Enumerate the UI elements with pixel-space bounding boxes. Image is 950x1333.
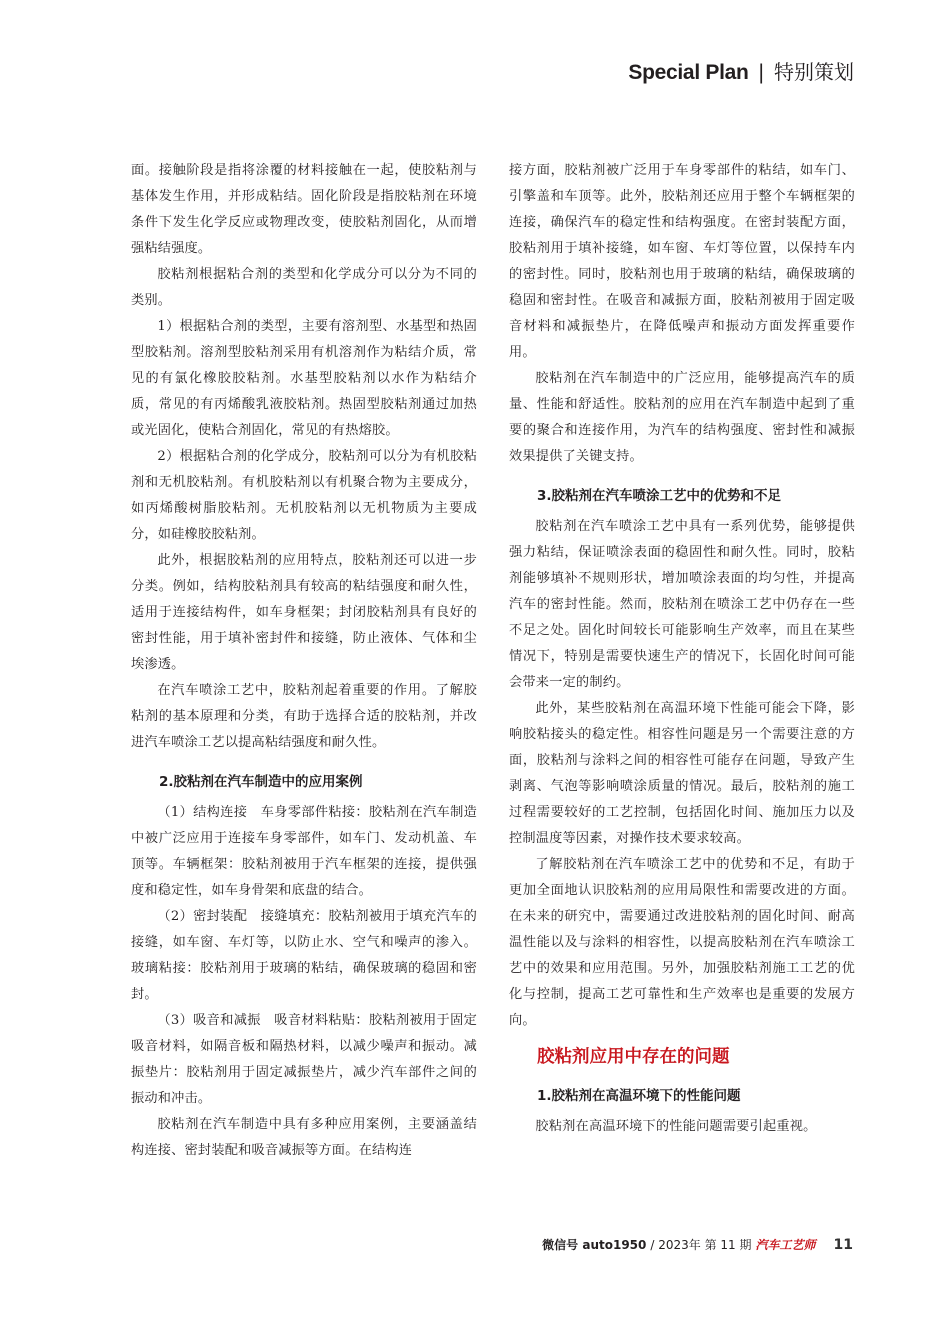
wechat-id: 微信号 auto1950 [542,1238,647,1252]
paragraph: 胶粘剂在高温环境下的性能问题需要引起重视。 [535,1119,817,1134]
paragraph: 在汽车喷涂工艺中，胶粘剂起着重要的作用。了解胶粘剂的基本原理和分类，有助于选择合适的胶粘剂，并改进汽车喷涂工艺以提高粘结强度和耐久性。 [131,683,477,750]
magazine-brand: 汽车工艺师 [755,1238,816,1252]
section-header [628,56,854,85]
chapter-heading: 胶粘剂应用中存在的问题 [537,1047,730,1067]
section-heading: 3.胶粘剂在汽车喷涂工艺中的优势和不足 [537,488,782,504]
section-heading: 1.胶粘剂在高温环境下的性能问题 [537,1088,741,1104]
issue-info: / 2023年 第 11 期 [650,1238,752,1252]
paragraph: 胶粘剂根据粘合剂的类型和化学成分可以分为不同的类别。 [131,267,477,308]
paragraph: 1）根据粘合剂的类型，主要有溶剂型、水基型和热固型胶粘剂。溶剂型胶粘剂采用有机溶剂作为粘结介质，常见的有氯化橡胶胶粘剂。水基型胶粘剂以水作为粘结介质，常见的有丙烯酸乳液胶粘剂。热固型胶粘剂通过加热或光固化，使粘合剂固化，常见的有热熔胶。 [131,319,477,438]
section-title-chinese: 特别策划 [774,60,854,84]
paragraph: 胶粘剂在汽车制造中的广泛应用，能够提高汽车的质量、性能和舒适性。胶粘剂的应用在汽车制造中起到了重要的聚合和连接作用，为汽车的结构强度、密封性和减振效果提供了关键支持。 [509,371,855,464]
paragraph: （3）吸音和减振 吸音材料粘贴：胶粘剂被用于固定吸音材料，如隔音板和隔热材料，以减少噪声和振动。减振垫片：胶粘剂用于固定减振垫片，减少汽车部件之间的振动和冲击。 [131,1013,477,1106]
right-column [509,158,855,1140]
page-footer [542,1236,853,1253]
paragraph: 接方面，胶粘剂被广泛用于车身零部件的粘结，如车门、引擎盖和车顶等。此外，胶粘剂还应用于整个车辆框架的连接，确保汽车的稳定性和结构强度。在密封装配方面，胶粘剂用于填补接缝，如车窗、车灯等位置，以保持车内的密封性。同时，胶粘剂也用于玻璃的粘结，确保玻璃的稳固和密封性。在吸音和减振方面，胶粘剂被用于固定吸音材料和减振垫片，在降低噪声和振动方面发挥重要作用。 [509,163,855,360]
left-column [131,158,477,1164]
paragraph: 胶粘剂在汽车制造中具有多种应用案例，主要涵盖结构连接、密封装配和吸音减振等方面。在结构连 [131,1117,477,1158]
header-separator: | [758,61,764,84]
paragraph: 2）根据粘合剂的化学成分，胶粘剂可以分为有机胶粘剂和无机胶粘剂。有机胶粘剂以有机聚合物为主要成分，如丙烯酸树脂胶粘剂。无机胶粘剂以无机物质为主要成分，如硅橡胶胶粘剂。 [131,449,477,542]
paragraph: 此外，某些胶粘剂在高温环境下性能可能会下降，影响胶粘接头的稳定性。相容性问题是另一个需要注意的方面，胶粘剂与涂料之间的相容性可能存在问题，导致产生剥离、气泡等影响喷涂质量的情况。最后，胶粘剂的施工过程需要较好的工艺控制，包括固化时间、施加压力以及控制温度等因素，对操作技术要求较高。 [509,701,855,846]
paragraph: 面。接触阶段是指将涂覆的材料接触在一起，使胶粘剂与基体发生作用，并形成粘结。固化阶段是指胶粘剂在环境条件下发生化学反应或物理改变，使胶粘剂固化，从而增强粘结强度。 [131,163,477,256]
page-number: 11 [833,1236,853,1253]
paragraph: 了解胶粘剂在汽车喷涂工艺中的优势和不足，有助于更加全面地认识胶粘剂的应用局限性和需要改进的方面。在未来的研究中，需要通过改进胶粘剂的固化时间、耐高温性能以及与涂料的相容性，以提高胶粘剂在汽车喷涂工艺中的效果和应用范围。另外，加强胶粘剂施工工艺的优化与控制，提高工艺可靠性和生产效率也是重要的发展方向。 [509,857,855,1028]
paragraph: 胶粘剂在汽车喷涂工艺中具有一系列优势，能够提供强力粘结，保证喷涂表面的稳固性和耐久性。同时，胶粘剂能够填补不规则形状，增加喷涂表面的均匀性，并提高汽车的密封性能。然而，胶粘剂在喷涂工艺中仍存在一些不足之处。固化时间较长可能影响生产效率，而且在某些情况下，特别是需要快速生产的情况下，长固化时间可能会带来一定的制约。 [509,519,855,690]
paragraph: 此外，根据胶粘剂的应用特点，胶粘剂还可以进一步分类。例如，结构胶粘剂具有较高的粘结强度和耐久性，适用于连接结构件，如车身框架；封闭胶粘剂具有良好的密封性能，用于填补密封件和接缝，防止液体、气体和尘埃渗透。 [131,553,477,672]
section-title-english: Special Plan [628,61,749,84]
section-heading: 2.胶粘剂在汽车制造中的应用案例 [159,774,363,790]
paragraph: （1）结构连接 车身零部件粘接：胶粘剂在汽车制造中被广泛应用于连接车身零部件，如车门、发动机盖、车顶等。车辆框架：胶粘剂被用于汽车框架的连接，提供强度和稳定性，如车身骨架和底盘的结合。 [131,805,477,898]
paragraph: （2）密封装配 接缝填充：胶粘剂被用于填充汽车的接缝，如车窗、车灯等，以防止水、空气和噪声的渗入。玻璃粘接：胶粘剂用于玻璃的粘结，确保玻璃的稳固和密封。 [131,909,477,1002]
